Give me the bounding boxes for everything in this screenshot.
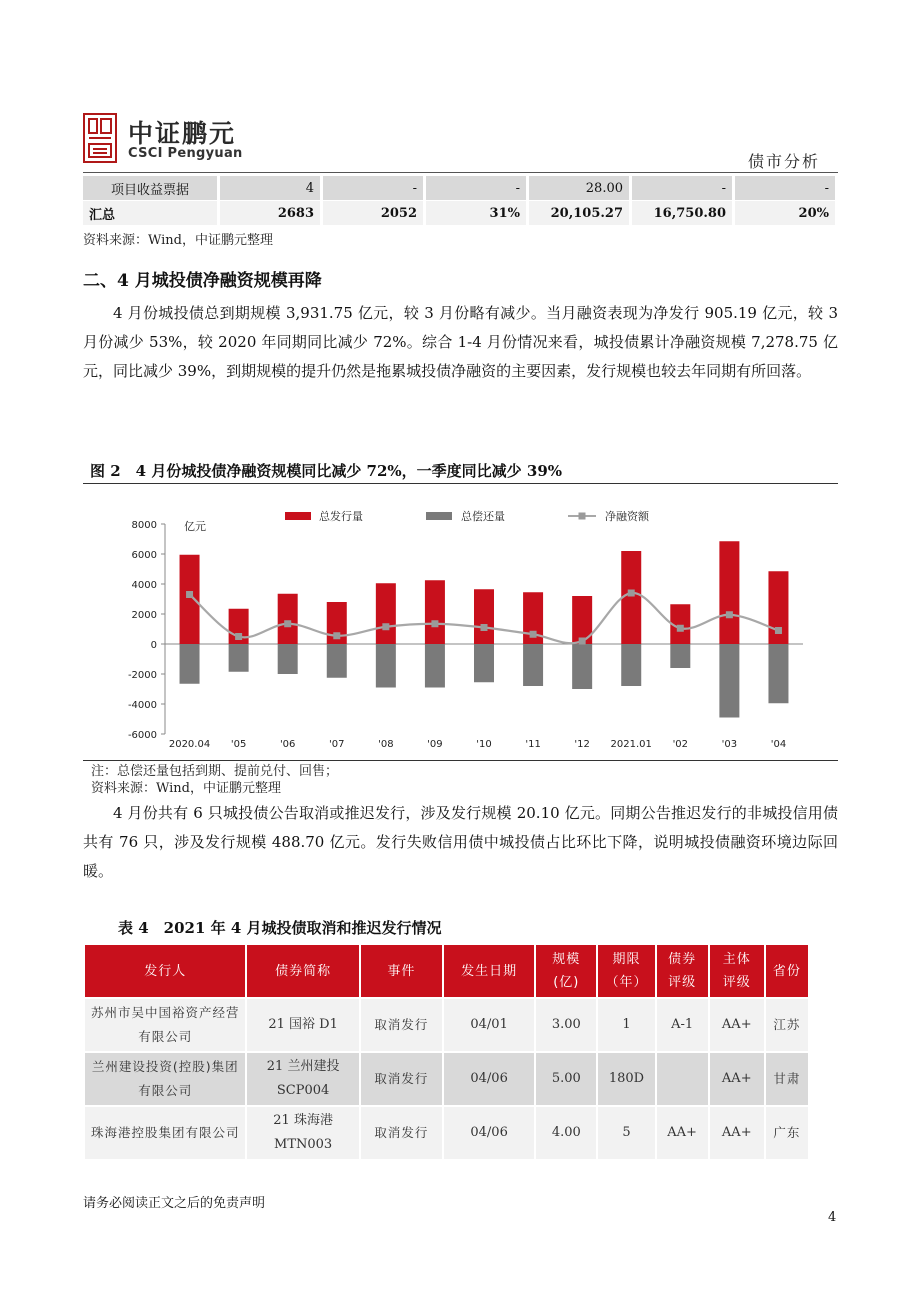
y-tick-label: -6000 <box>127 730 157 741</box>
table-cell: 5 <box>598 1107 654 1159</box>
bar-repayment <box>229 644 249 672</box>
table-cell: 31% <box>426 201 529 225</box>
x-tick-label: '06 <box>279 739 296 750</box>
bar-repayment <box>474 644 494 682</box>
bar-issuance <box>180 555 200 644</box>
body-paragraph: 4 月份共有 6 只城投债公告取消或推迟发行，涉及发行规模 20.10 亿元。同期公告推迟发行的非城投信用债共有 76 只，涉及发行规模 488.70 亿元。发行失败信用债中城投债占比环比下降，说明城投债融资环境边际回暖。 <box>83 804 838 880</box>
y-tick-label: 8000 <box>131 520 157 531</box>
x-tick-label: '11 <box>525 739 541 750</box>
summary-table <box>83 175 838 226</box>
bar-repayment <box>425 644 445 688</box>
net-financing-point <box>333 632 340 639</box>
table-cell: 21 珠海港 MTN003 <box>247 1107 358 1159</box>
x-tick-label: 2020.04 <box>168 739 211 750</box>
net-financing-point <box>579 638 586 645</box>
legend-label-repayment: 总偿还量 <box>461 510 505 523</box>
table-cell: 取消发行 <box>361 999 442 1051</box>
table-cell: 5.00 <box>536 1053 596 1105</box>
table-cell: 21 国裕 D1 <box>247 999 358 1051</box>
column-header: 主体 评级 <box>710 945 764 997</box>
bar-issuance <box>621 551 641 644</box>
x-tick-label: '10 <box>476 739 492 750</box>
table-cell: 3.00 <box>536 999 596 1051</box>
x-tick-label: '09 <box>427 739 443 750</box>
table-cell: 苏州市吴中国裕资产经营有限公司 <box>85 999 245 1051</box>
body-paragraph: 4 月份城投债总到期规模 3,931.75 亿元，较 3 月份略有减少。当月融资表现为净发行 905.19 亿元，较 3 月份减少 53%，较 2020 年同期同比减少 72%。综合 1-4 月份情况来看，城投债累计净融资规模 7,278.75 亿元，同比减少 39%，到期规模的提升仍然是拖累城投债净融资的主要因素，发行规模也较去年同期有所回落。 <box>83 304 838 380</box>
cancelled-issues-table <box>83 943 810 1161</box>
bar-issuance <box>474 589 494 644</box>
net-financing-point <box>284 620 291 627</box>
column-header: 规模 (亿) <box>536 945 596 997</box>
y-tick-label: 0 <box>150 640 157 651</box>
net-financing-point <box>431 620 438 627</box>
bar-repayment <box>719 644 739 718</box>
x-tick-label: '07 <box>329 739 345 750</box>
net-financing-point <box>677 625 684 632</box>
bar-issuance <box>376 583 396 644</box>
bar-repayment <box>572 644 592 689</box>
table-row <box>85 1053 808 1105</box>
table-cell: 4.00 <box>536 1107 596 1159</box>
column-header: 省份 <box>766 945 808 997</box>
table-row <box>85 999 808 1051</box>
y-tick-label: 2000 <box>131 610 157 621</box>
table-cell: 180D <box>598 1053 654 1105</box>
table-cell: 4 <box>220 176 323 200</box>
x-tick-label: '08 <box>378 739 394 750</box>
figure-top-rule <box>83 483 838 484</box>
table-cell <box>657 1053 708 1105</box>
bar-repayment <box>768 644 788 703</box>
table-cell: 取消发行 <box>361 1053 442 1105</box>
net-financing-chart <box>83 500 838 760</box>
section-tag: 债市分析 <box>748 152 821 171</box>
table-cell: AA+ <box>710 1053 764 1105</box>
table-cell: - <box>323 176 426 200</box>
table-cell: 项目收益票据 <box>83 176 220 200</box>
table-cell: - <box>735 176 838 200</box>
table-cell: 兰州建设投资(控股)集团有限公司 <box>85 1053 245 1105</box>
table-cell: 28.00 <box>529 176 632 200</box>
legend-swatch-net-marker <box>579 513 586 520</box>
net-financing-point <box>628 590 635 597</box>
bar-issuance <box>719 541 739 644</box>
legend-label-issuance: 总发行量 <box>319 510 363 523</box>
table-cell: 04/06 <box>444 1107 534 1159</box>
bar-issuance <box>425 580 445 644</box>
y-tick-label: -2000 <box>127 670 157 681</box>
x-tick-label: '04 <box>770 739 787 750</box>
section-heading: 二、4 月城投债净融资规模再降 <box>83 271 322 291</box>
table-cell: 04/06 <box>444 1053 534 1105</box>
column-header: 发生日期 <box>444 945 534 997</box>
net-financing-point <box>382 623 389 630</box>
legend-swatch-repayment <box>426 512 452 520</box>
net-financing-point <box>726 611 733 618</box>
y-tick-label: 4000 <box>131 580 157 591</box>
logo-english-name: CSCI Pengyuan <box>128 146 243 161</box>
y-axis-unit: 亿元 <box>184 520 206 533</box>
table-cell: 20% <box>735 201 838 225</box>
column-header: 债券简称 <box>247 945 358 997</box>
net-financing-point <box>235 633 242 640</box>
table-cell: 20,105.27 <box>529 201 632 225</box>
table-row <box>85 1107 808 1159</box>
table-cell: 江苏 <box>766 999 808 1051</box>
table-cell: 2052 <box>323 201 426 225</box>
x-tick-label: '05 <box>230 739 247 750</box>
header-divider <box>83 172 838 173</box>
company-logo-icon <box>83 113 117 163</box>
table-cell: 16,750.80 <box>632 201 735 225</box>
legend-label-net: 净融资额 <box>605 510 649 523</box>
x-tick-label: 2021.01 <box>610 739 652 750</box>
table-cell: 甘肃 <box>766 1053 808 1105</box>
table-cell: 21 兰州建投 SCP004 <box>247 1053 358 1105</box>
bar-repayment <box>523 644 543 686</box>
table-cell: - <box>632 176 735 200</box>
figure-note: 注：总偿还量包括到期、提前兑付、回售； <box>91 764 339 779</box>
bar-repayment <box>670 644 690 668</box>
y-tick-label: 6000 <box>131 550 157 561</box>
bar-repayment <box>180 644 200 684</box>
table-cell: AA+ <box>710 1107 764 1159</box>
table-source-note: 资料来源：Wind，中证鹏元整理 <box>83 233 273 248</box>
column-header: 期限 （年） <box>598 945 654 997</box>
table-cell: A-1 <box>657 999 708 1051</box>
column-header: 发行人 <box>85 945 245 997</box>
legend-swatch-issuance <box>285 512 311 520</box>
table-caption: 表 4 2021 年 4 月城投债取消和推迟发行情况 <box>118 919 442 937</box>
figure-source-note: 资料来源：Wind，中证鹏元整理 <box>91 781 281 796</box>
table-row <box>83 201 838 225</box>
disclaimer-footer: 请务必阅读正文之后的免责声明 <box>83 1196 266 1211</box>
net-financing-point <box>530 631 537 638</box>
bar-repayment <box>278 644 298 674</box>
bar-issuance <box>278 594 298 644</box>
table-cell: 汇总 <box>83 201 220 225</box>
logo-chinese-name: 中证鹏元 <box>128 119 237 148</box>
x-tick-label: '12 <box>574 739 590 750</box>
bar-repayment <box>621 644 641 686</box>
bar-repayment <box>376 644 396 688</box>
page-number: 4 <box>828 1210 837 1225</box>
table-cell: 珠海港控股集团有限公司 <box>85 1107 245 1159</box>
table-cell: 2683 <box>220 201 323 225</box>
table-cell: AA+ <box>710 999 764 1051</box>
net-financing-point <box>481 624 488 631</box>
x-tick-label: '02 <box>672 739 689 750</box>
column-header: 事件 <box>361 945 442 997</box>
y-tick-label: -4000 <box>127 700 157 711</box>
table-cell: 1 <box>598 999 654 1051</box>
table-cell: AA+ <box>657 1107 708 1159</box>
net-financing-point <box>775 627 782 634</box>
table-row <box>83 176 838 200</box>
column-header: 债券 评级 <box>657 945 708 997</box>
net-financing-point <box>186 591 193 598</box>
bar-repayment <box>327 644 347 678</box>
table-cell: - <box>426 176 529 200</box>
x-tick-label: '03 <box>721 739 738 750</box>
table-cell: 取消发行 <box>361 1107 442 1159</box>
table-cell: 04/01 <box>444 999 534 1051</box>
table-cell: 广东 <box>766 1107 808 1159</box>
figure-caption: 图 2 4 月份城投债净融资规模同比减少 72%，一季度同比减少 39% <box>90 462 563 480</box>
